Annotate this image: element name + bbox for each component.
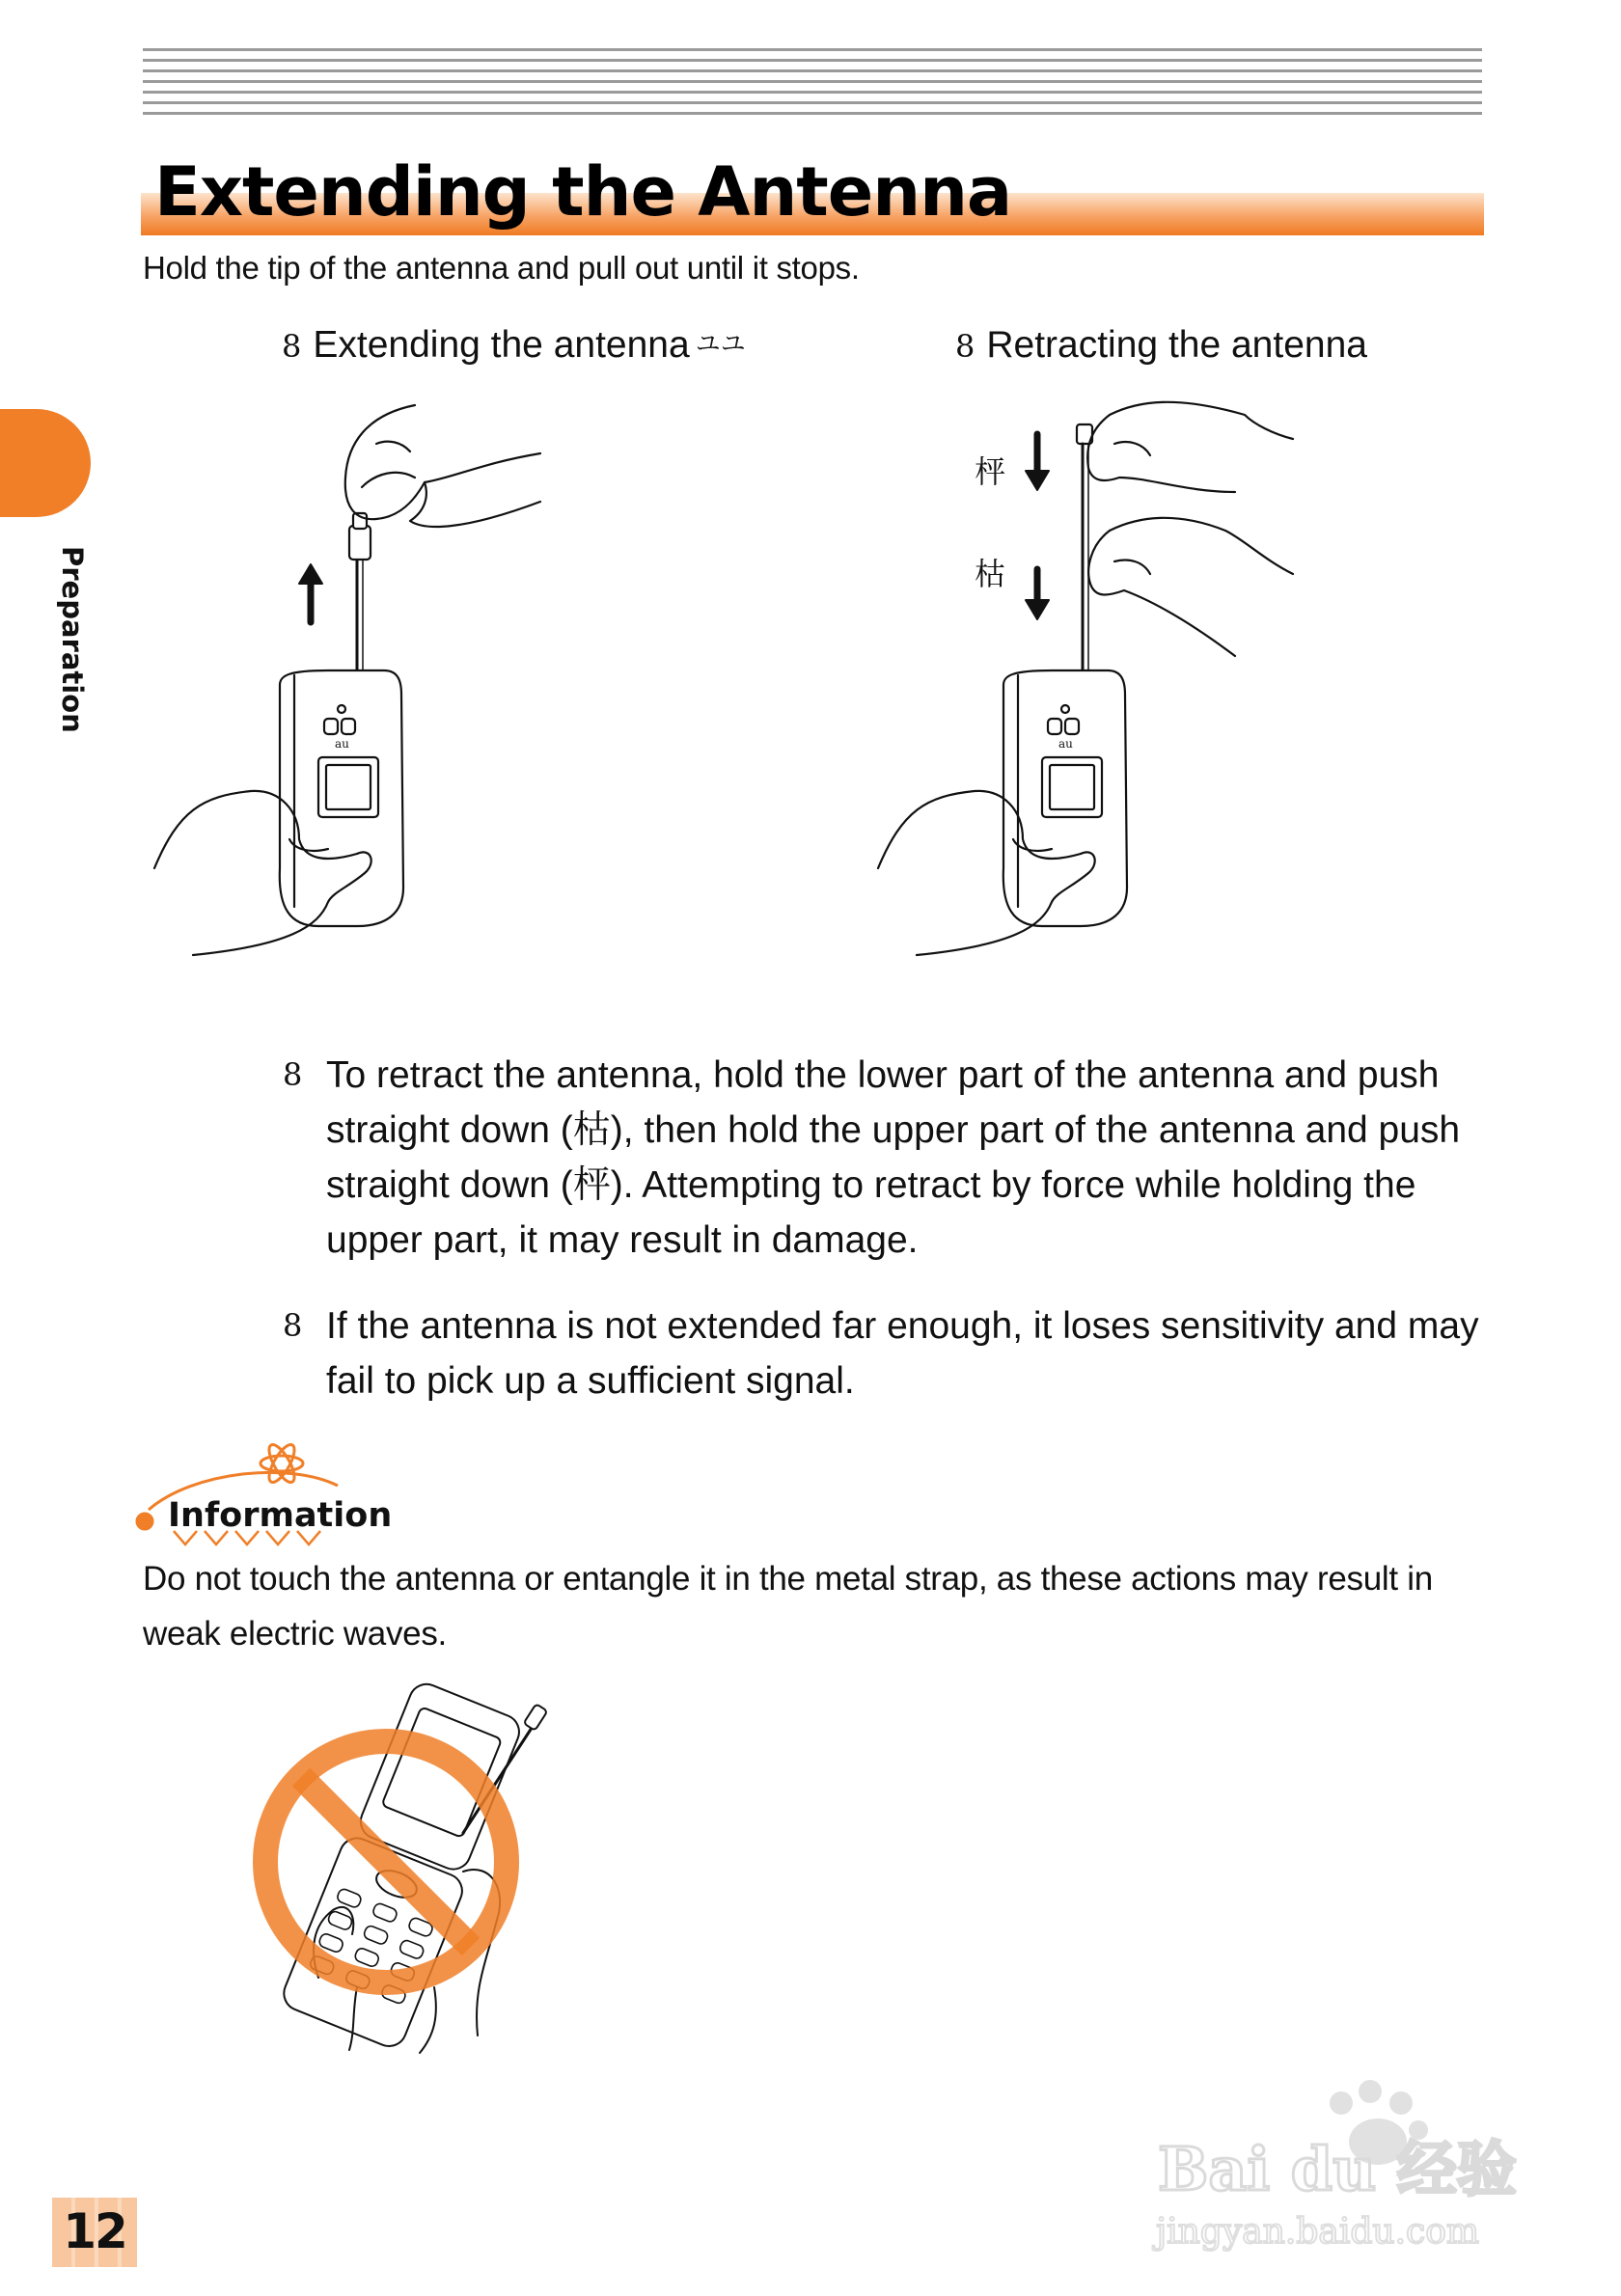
page-title: Extending the Antenna [154,152,1012,232]
phone-brand-label: au [1058,737,1073,751]
bullet-glyph: 8 [282,328,302,365]
baidu-watermark [1148,2064,1553,2257]
bullet-glyph: 8 [283,1056,303,1093]
step-lower-marker: 枯 [975,556,1006,592]
retracting-caption: 8 Retracting the antenna [955,324,1367,366]
section-tab [0,409,91,517]
section-tab-label: Preparation [56,546,89,733]
bullet-glyph: 8 [283,1307,303,1344]
header-rules [143,48,1482,116]
watermark-url: jingyan.baidu.com [1156,2212,1480,2252]
extending-caption-suffix: ユユ [695,330,746,359]
note-sensitivity-text: If the antenna is not extended far enough, it loses sensitivity and may fail to pick up a sufficient signal. [326,1305,1479,1402]
note-retract-text: To retract the antenna, hold the lower part of the antenna and push straight down (枯), then hold the upper part of the antenna and push straight down (枰). Attempting to retract by force while holding the upper part, it may result in damage. [326,1054,1461,1261]
phone-brand-label: au [335,737,349,751]
watermark-brand: Bai du 经验 [1158,2134,1517,2204]
retracting-antenna-illustration [849,386,1351,965]
extending-caption: 8 Extending the antenna $^{ユユ}$ [282,324,746,366]
information-text: Do not touch the antenna or entangle it in the metal strap, as these actions may result in weak electric waves. [143,1560,1433,1653]
prohibition-illustration [241,1669,569,2055]
note-retract [283,1048,1489,1268]
bullet-glyph: 8 [955,328,975,365]
intro-text: Hold the tip of the antenna and pull out until it stops. [143,250,860,286]
note-sensitivity [283,1298,1489,1408]
step-upper-marker: 枰 [975,453,1006,490]
page-number: 12 [52,2198,137,2267]
information-title: Information [168,1496,393,1535]
extending-antenna-illustration [135,386,579,965]
